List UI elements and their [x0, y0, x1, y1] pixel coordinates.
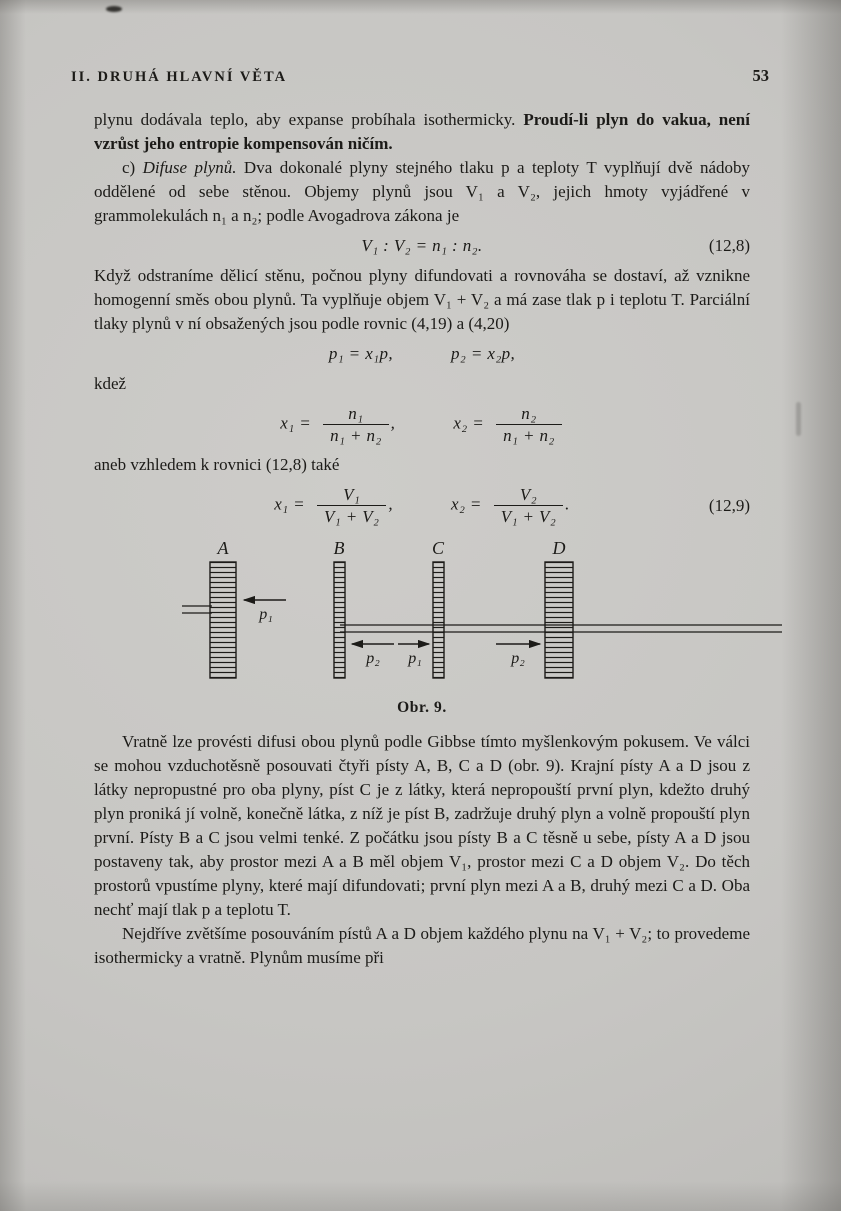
mole-x1-lhs: x₁ = [280, 413, 312, 433]
page-number: 53 [752, 66, 769, 85]
figure-obr-9 [94, 540, 750, 720]
piston-d [545, 562, 573, 678]
p1-arrow-left-label: p₁ [259, 606, 273, 624]
piston-label-a: A [217, 540, 229, 559]
piston-c [433, 562, 444, 678]
paragraph-difuse-lead: c) [122, 158, 143, 177]
piston-label-c: C [431, 540, 445, 559]
mole-separator: , [390, 413, 396, 433]
eq129-separator: , [388, 494, 393, 514]
paragraph-difuse-rest: Dva dokonalé plyny stejného tlaku p a teploty T vyplňují dvě nádoby oddělené od sebe stěnou. Objemy plynů jsou V₁ a V₂, jejich hmoty vyjádřené v grammolekulách n₁ a n₂; podle Avogadrova zákona je [94, 158, 751, 225]
equation-12-8 [94, 234, 750, 258]
piston-label-d: D [552, 540, 566, 559]
equation-12-8-expression: V₁ : V₂ = n₁ : n₂. [361, 236, 483, 255]
equation-12-8-number: (12,8) [708, 236, 750, 255]
running-title: II. DRUHÁ HLAVNÍ VĚTA [71, 69, 288, 85]
kdez-line: kdež [94, 374, 127, 393]
paragraph-difuse [94, 156, 750, 228]
p2-arrow-middle-label: p₂ [366, 650, 380, 668]
paragraph-opening-bold: Proudí-li plyn do vakua, není vzrůst jeho entropie kompensován ničím. [94, 110, 750, 153]
eq129-x1-fraction: $\frac{\text{V₁}}{\text{V₁ + V₂}}$ [317, 485, 386, 526]
p1-arrow-left [244, 600, 286, 623]
equation-partial-left: p₁ = x₁p, [328, 344, 393, 363]
equation-partial-pressures [94, 342, 750, 366]
scan-artifact [106, 6, 122, 12]
piston-a [210, 562, 236, 678]
piston-label-b: B [333, 540, 345, 559]
figure-caption: Obr. 9. [397, 699, 447, 717]
paragraph-opening-normal: plynu dodávala teplo, aby expanse probíhala isothermicky. [94, 110, 524, 129]
mole-x2-lhs: x₂ = [453, 413, 485, 433]
equation-12-9-number: (12,9) [708, 495, 750, 515]
p1-arrow-middle-label: p₁ [408, 650, 422, 668]
eq129-x2-fraction: $\frac{\text{V₂}}{\text{V₁ + V₂}}$ [494, 485, 563, 526]
paragraph-mixing: Když odstraníme dělicí stěnu, počnou plyny difundovati a rovnováha se dostaví, až vznikne homogenní směs obou plynů. Ta vyplňuje objem V₁ + V₂ a má zase tlak p i teplotu T. Parciální tlaky plynů v ní obsažených jsou podle rovnic (4,19) a (4,20) [94, 266, 750, 333]
equation-mole-fractions [94, 402, 750, 447]
body-text-column [94, 108, 750, 970]
paragraph-final: Nejdříve zvětšíme posouváním pístů A a D objem každého plynu na V₁ + V₂; to provedeme isothermicky a vratně. Plynům musíme při [94, 924, 750, 968]
p1-arrow-middle [398, 644, 429, 667]
equation-partial-right: p₂ = x₂p, [451, 344, 516, 363]
page-header [71, 66, 769, 86]
eq129-x1-lhs: x₁ = [274, 494, 305, 514]
piston-rod-left [182, 606, 212, 613]
aneb-line: aneb vzhledem k rovnici (12,8) také [94, 455, 340, 475]
eq129-x2-lhs: x₂ = [451, 494, 482, 514]
eq129-period: . [565, 494, 570, 514]
piston-b [334, 562, 345, 678]
equation-12-9 [94, 483, 750, 528]
p2-arrow-middle [352, 644, 394, 667]
paragraph-gibbs: Vratně lze provésti difusi obou plynů podle Gibbse tímto myšlenkovým pokusem. Ve válci se mohou vzduchotěsně posouvati čtyři písty A, B, C a D (obr. 9). Krajní písty A a D jsou z látky nepropustné pro oba plyny, píst C je z látky, která nepropouští první plyn, kdežto druhý plyn proniká jí volně, konečně látka, z níž je píst B, zadržuje druhý plyn a volně propouští plyn první. Písty B a C jsou velmi tenké. Z počátku jsou písty B a C těsně u sebe, písty A a D jsou postaveny tak, aby prostor mezi A a B měl objem V₁, prostor mezi C a D objem V₂. Do těch prostorů vpustíme plyny, které mají difundovati; první plyn mezi A a B, druhý mezi C a D. Oba nechť mají tlak p a teplotu T. [94, 732, 750, 920]
paragraph-opening [94, 108, 750, 156]
scan-artifact [796, 402, 801, 436]
mole-x1-fraction: $\frac{\text{n₁}}{\text{n₁ + n₂}}$ [323, 404, 389, 445]
mole-x2-fraction: $\frac{\text{n₂}}{\text{n₁ + n₂}}$ [496, 404, 562, 445]
p2-arrow-right [496, 644, 540, 667]
paragraph-difuse-term: Difuse plynů. [142, 158, 237, 177]
piston-diagram [182, 540, 782, 688]
p2-arrow-right-label: p₂ [511, 650, 525, 668]
